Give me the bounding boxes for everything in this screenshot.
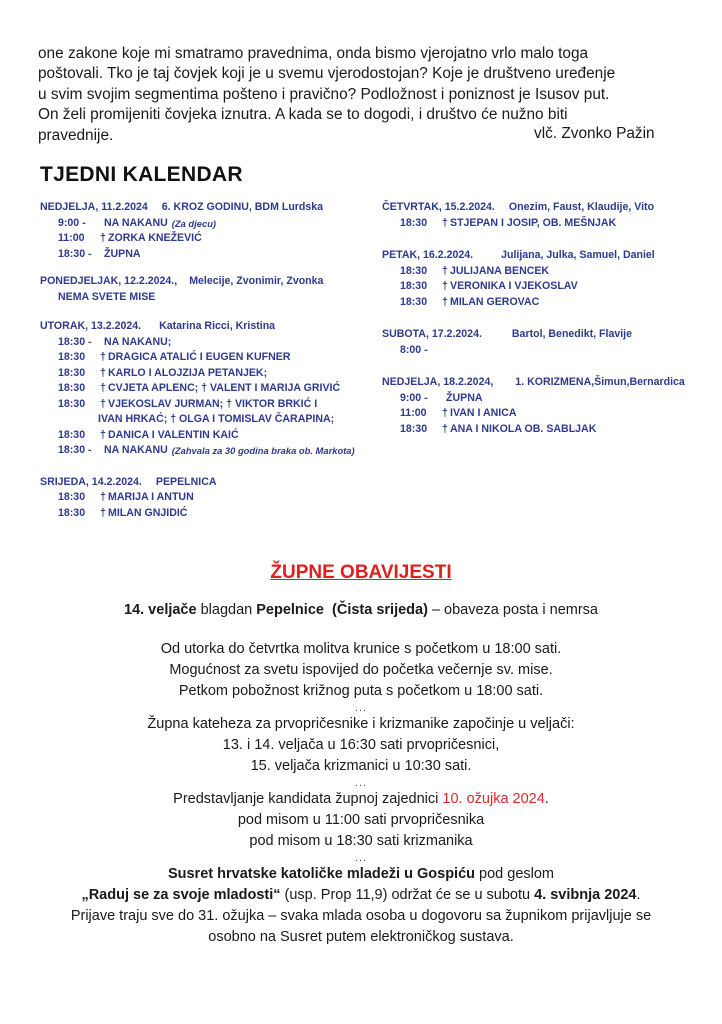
mass-intention: STJEPAN I JOSIP, OB. MEŠNJAK	[450, 216, 617, 229]
mass-time: 18:30	[400, 280, 428, 292]
day-date: NEDJELJA, 11.2.2024	[40, 201, 148, 213]
mass-intention: ŽUPNA	[446, 391, 483, 404]
rosary-line: Od utorka do četvrtka molitva krunice s početkom u 18:00 sati.	[160, 641, 562, 657]
day-header	[40, 319, 370, 335]
mass-entry	[40, 216, 370, 232]
calendar-day	[382, 327, 702, 358]
day-date: UTORAK, 13.2.2024.	[40, 320, 142, 332]
calendar-title: TJEDNI KALENDAR	[40, 163, 243, 186]
day-saints: 6. KROZ GODINU, BDM Lurdska	[161, 201, 324, 213]
cross-icon: †	[442, 280, 448, 292]
youth-line: „Raduj se za svoje mladosti“ (usp. Prop 11,9) održat će se u subotu 4. svibnja 2024.	[81, 887, 641, 903]
day-date: PETAK, 16.2.2024.	[382, 249, 474, 261]
mass-time: 18:30	[58, 382, 86, 394]
mass-entry	[382, 279, 702, 295]
mass-intention-continued: IVAN HRKAĆ; † OLGA I TOMISLAV ČARAPINA;	[98, 413, 335, 425]
mass-intention: MARIJA I ANTUN	[108, 491, 194, 503]
mass-entry	[40, 231, 370, 247]
cross-icon: †	[100, 351, 106, 363]
mass-intention: KARLO I ALOJZIJA PETANJEK;	[108, 366, 268, 379]
calendar-left-column	[40, 200, 370, 534]
mass-spacer	[440, 343, 446, 359]
day-date: SUBOTA, 17.2.2024.	[382, 328, 482, 340]
signature: vlč. Zvonko Pažin	[534, 125, 655, 142]
mass-entry	[40, 428, 370, 444]
cross-icon: †	[442, 422, 448, 435]
no-mass-line: NEMA SVETE MISE	[58, 290, 156, 303]
calendar-day	[40, 475, 370, 522]
stations-line: Petkom pobožnost križnog puta s početkom u 18:00 sati.	[178, 683, 544, 699]
day-header	[40, 200, 370, 216]
announcements-title: ŽUPNE OBAVIJESTI	[270, 562, 452, 583]
mass-entry	[40, 335, 370, 351]
mass-intention: VJEKOSLAV JURMAN; † VIKTOR BRKIĆ I	[108, 397, 318, 410]
mass-entry	[40, 397, 370, 413]
mass-entry	[382, 406, 702, 422]
mass-intention: NA NAKANU;	[104, 335, 172, 348]
mass-time: 11:00	[58, 232, 85, 244]
mass-entry	[382, 422, 702, 438]
day-saints: Julijana, Julka, Samuel, Daniel	[501, 249, 655, 261]
youth-line: osobno na Susret putem elektroničkog sustava.	[208, 929, 514, 945]
mass-intention: NA NAKANU	[104, 444, 168, 456]
catechesis-line: 13. i 14. veljača u 16:30 sati prvopričesnici,	[222, 737, 500, 753]
day-header	[382, 200, 702, 216]
cross-icon: †	[100, 382, 106, 394]
mass-time: 18:30	[58, 397, 86, 410]
cross-icon: †	[100, 506, 106, 519]
day-saints: Katarina Ricci, Kristina	[159, 320, 276, 332]
day-date: SRIJEDA, 14.2.2024.	[40, 475, 142, 488]
cross-icon: †	[442, 216, 448, 229]
calendar-day	[382, 248, 702, 310]
day-header	[40, 475, 370, 491]
mass-entry	[382, 391, 702, 407]
calendar-day	[382, 375, 702, 437]
day-date: PONEDJELJAK, 12.2.2024.,	[40, 275, 178, 287]
mass-entry	[382, 264, 702, 280]
cross-icon: †	[100, 428, 106, 441]
calendar-day	[40, 200, 370, 262]
cross-icon: †	[442, 264, 448, 277]
cross-icon: †	[100, 366, 106, 379]
intro-line: u svim svojim segmentima pošteno i pravično? Podložnost i poniznost je Isusov put.	[38, 85, 610, 103]
mass-intention: ANA I NIKOLA OB. SABLJAK	[450, 422, 597, 435]
mass-intention: MILAN GEROVAC	[450, 295, 540, 308]
mass-time: 11:00	[400, 407, 427, 419]
mass-time: 18:30	[58, 366, 86, 379]
catechesis-line: Župna kateheza za prvopričesnike i krizmanike započinje u veljači:	[147, 716, 575, 732]
calendar-day	[40, 319, 370, 459]
mass-intention: ZORKA KNEŽEVIĆ	[108, 232, 202, 244]
day-header	[382, 248, 702, 264]
mass-time: 9:00 -	[400, 391, 428, 404]
mass-intention: ŽUPNA	[104, 247, 141, 260]
mass-note: (Zahvala za 30 godina braka ob. Markota)	[171, 445, 355, 456]
cross-icon: †	[442, 407, 448, 419]
intro-line: poštovali. Tko je taj čovjek koji je u svemu vjerodostojan? Koje je društveno uređenje	[38, 65, 616, 83]
mass-entry	[382, 216, 702, 232]
mass-intention: CVJETA APLENC; † VALENT I MARIJA GRIVIĆ	[108, 382, 341, 394]
mass-time: 18:30	[58, 428, 86, 441]
catechesis-line: 15. veljača krizmanici u 10:30 sati.	[250, 758, 472, 774]
day-date: NEDJELJA, 18.2.2024,	[382, 376, 494, 388]
presentation-line: Predstavljanje kandidata župnoj zajednici 10. ožujka 2024.	[173, 791, 549, 807]
cross-icon: †	[100, 397, 106, 410]
intro-line: On želi promijeniti čovjeka iznutra. A kada se to dogodi, i društvo će nužno biti	[38, 106, 568, 124]
presentation-line: pod misom u 18:30 sati krizmanika	[249, 833, 473, 849]
day-header	[382, 375, 702, 391]
cross-icon: †	[442, 295, 448, 308]
mass-intention: IVAN I ANICA	[450, 407, 517, 419]
intro-line: pravednije.	[38, 126, 114, 144]
mass-time: 18:30	[58, 506, 86, 519]
day-saints: Bartol, Benedikt, Flavije	[511, 328, 633, 340]
day-header	[382, 327, 702, 343]
day-header	[40, 274, 370, 290]
mass-intention: NA NAKANU	[104, 216, 168, 229]
intro-line: one zakone koje mi smatramo pravednima, onda bismo vjerojatno vrlo malo toga	[38, 45, 589, 62]
mass-entry	[40, 350, 370, 366]
calendar-day	[40, 274, 370, 305]
mass-time: 18:30	[400, 295, 428, 308]
ash-wednesday-line: 14. veljače blagdan Pepelnice (Čista srijeda) – obaveza posta i nemrsa	[124, 602, 598, 618]
calendar-right-column	[382, 200, 702, 454]
mass-time: 18:30 -	[58, 335, 92, 348]
mass-time: 18:30	[58, 491, 86, 503]
mass-intention: JULIJANA BENCEK	[450, 264, 550, 277]
mass-entry	[382, 343, 702, 359]
mass-time: 18:30	[400, 422, 428, 435]
confession-line: Mogućnost za svetu ispovijed do početka večernje sv. mise.	[169, 662, 553, 678]
calendar-day	[382, 200, 702, 231]
mass-time: 9:00 -	[58, 216, 86, 229]
mass-intention: DRAGICA ATALIĆ I EUGEN KUFNER	[108, 351, 291, 363]
mass-entry	[40, 381, 370, 397]
day-saints: 1. KORIZMENA,Šimun,Bernardica	[515, 376, 685, 388]
mass-time: 18:30 -	[58, 247, 92, 260]
day-saints: Melecije, Zvonimir, Zvonka	[189, 275, 324, 287]
youth-line: Susret hrvatske katoličke mladeži u Gospiću pod geslom	[167, 866, 555, 882]
mass-time: 18:30	[58, 351, 86, 363]
mass-entry	[382, 295, 702, 311]
mass-time: 18:30	[400, 264, 428, 277]
mass-entry	[40, 443, 370, 459]
cross-icon: †	[100, 491, 106, 503]
mass-time: 8:00 -	[400, 343, 428, 356]
mass-note: (Za djecu)	[171, 217, 217, 229]
mass-time: 18:30	[400, 216, 428, 229]
announcements	[20, 600, 702, 948]
separator: ...	[354, 702, 368, 714]
mass-entry	[40, 366, 370, 382]
mass-intention: DANICA I VALENTIN KAIĆ	[108, 428, 239, 441]
cross-icon: †	[100, 232, 106, 244]
day-saints: Onezim, Faust, Klaudije, Vito	[508, 201, 655, 213]
mass-intention: VERONIKA I VJEKOSLAV	[450, 280, 578, 292]
youth-line: Prijave traju sve do 31. ožujka – svaka mlada osoba u dogovoru sa župnikom prijavljuje se	[70, 908, 652, 924]
presentation-line: pod misom u 11:00 sati prvopričesnika	[237, 812, 485, 828]
mass-entry	[40, 506, 370, 522]
mass-entry	[40, 490, 370, 506]
separator: ...	[354, 852, 368, 864]
mass-time: 18:30 -	[58, 444, 92, 456]
day-date: ČETVRTAK, 15.2.2024.	[382, 201, 495, 213]
separator: ...	[354, 777, 368, 789]
day-saints: PEPELNICA	[155, 475, 217, 488]
mass-intention: MILAN GNJIDIĆ	[108, 506, 188, 519]
mass-entry	[40, 247, 370, 263]
